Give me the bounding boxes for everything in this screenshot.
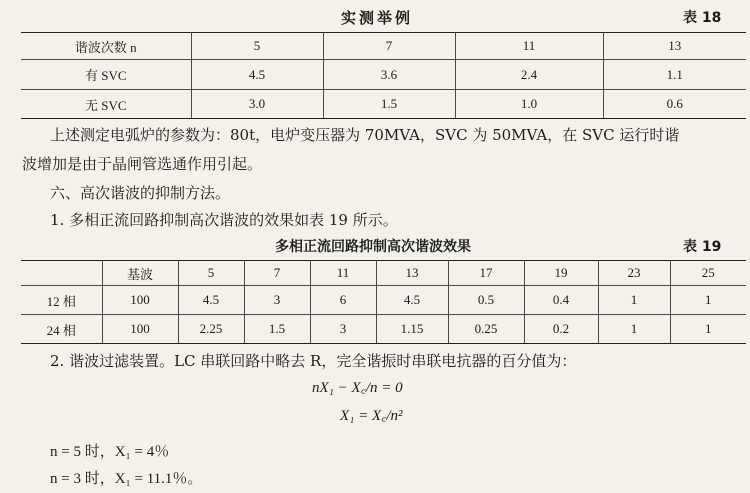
- paragraph-line: 波增加是由于晶闸管选通作用引起。: [22, 155, 263, 173]
- table18-cell: 1.1: [603, 60, 746, 90]
- table18-cell: 无 SVC: [21, 90, 191, 119]
- table19-cell: 2.25: [178, 315, 244, 344]
- result-line: n = 5 时，X₁ = 4％: [50, 444, 170, 460]
- table19-header-cell: 19: [524, 261, 598, 286]
- table-row: [21, 286, 746, 315]
- formula-1: nX₁ − X꜀/n = 0: [312, 380, 403, 396]
- table19-cell: 3: [310, 315, 376, 344]
- table18-cell: 0.6: [603, 90, 746, 119]
- table18-header-cell: 5: [191, 33, 323, 60]
- table18-header-cell: 谐波次数 n: [21, 33, 191, 60]
- table18-cell: 1.5: [323, 90, 455, 119]
- table19-label: 表 19: [683, 239, 722, 255]
- table18-cell: 有 SVC: [21, 60, 191, 90]
- paragraph-line: 上述测定电弧炉的参数为：80t，电炉变压器为 70MVA，SVC 为 50MVA，在 SVC 运行时谐: [50, 126, 680, 144]
- table19-cell: 1: [598, 286, 670, 315]
- formula-2: X₁ = X꜀/n²: [340, 408, 403, 424]
- table19-cell: 24 相: [21, 315, 102, 344]
- table19-header-cell: 5: [178, 261, 244, 286]
- table-row: [21, 60, 746, 90]
- table19-header-cell: 13: [376, 261, 448, 286]
- list-item: 2. 谐波过滤装置。LC 串联回路中略去 R，完全谐振时串联电抗器的百分值为：: [50, 352, 577, 370]
- table18: [21, 32, 746, 119]
- table19-header-cell: 11: [310, 261, 376, 286]
- table19-cell: 100: [102, 286, 178, 315]
- result-line: n = 3 时，X₁ = 11.1％。: [50, 471, 203, 487]
- table19-cell: 0.5: [448, 286, 524, 315]
- table-row: [21, 90, 746, 119]
- table-row: [21, 33, 746, 60]
- list-item: 1. 多相正流回路抑制高次谐波的效果如表 19 所示。: [50, 211, 398, 229]
- table19-cell: 4.5: [376, 286, 448, 315]
- table19-cell: 1.15: [376, 315, 448, 344]
- table19-cell: 6: [310, 286, 376, 315]
- table-row: [21, 261, 746, 286]
- table19-header-cell: 25: [670, 261, 746, 286]
- table19-cell: 1: [670, 315, 746, 344]
- table19-cell: 12 相: [21, 286, 102, 315]
- table19-title: 多相正流回路抑制高次谐波效果: [275, 239, 471, 255]
- table19-header-cell: [21, 261, 102, 286]
- table19-cell: 1: [670, 286, 746, 315]
- table18-header-cell: 11: [455, 33, 603, 60]
- table18-cell: 3.6: [323, 60, 455, 90]
- table19-cell: 4.5: [178, 286, 244, 315]
- table19-cell: 100: [102, 315, 178, 344]
- table19-cell: 0.2: [524, 315, 598, 344]
- table18-header-cell: 13: [603, 33, 746, 60]
- table19-cell: 1: [598, 315, 670, 344]
- table18-cell: 1.0: [455, 90, 603, 119]
- table-row: [21, 315, 746, 344]
- table19-header-cell: 基波: [102, 261, 178, 286]
- table18-title: 实测举例: [341, 9, 414, 27]
- table19-cell: 0.25: [448, 315, 524, 344]
- table18-cell: 3.0: [191, 90, 323, 119]
- table19-cell: 0.4: [524, 286, 598, 315]
- table19-header-cell: 17: [448, 261, 524, 286]
- table19-cell: 1.5: [244, 315, 310, 344]
- table19: [21, 260, 746, 344]
- table18-cell: 2.4: [455, 60, 603, 90]
- table19-header-cell: 23: [598, 261, 670, 286]
- section-heading: 六、高次谐波的抑制方法。: [50, 184, 231, 202]
- table18-cell: 4.5: [191, 60, 323, 90]
- table18-label: 表 18: [683, 10, 722, 26]
- table19-header-cell: 7: [244, 261, 310, 286]
- table19-cell: 3: [244, 286, 310, 315]
- table18-header-cell: 7: [323, 33, 455, 60]
